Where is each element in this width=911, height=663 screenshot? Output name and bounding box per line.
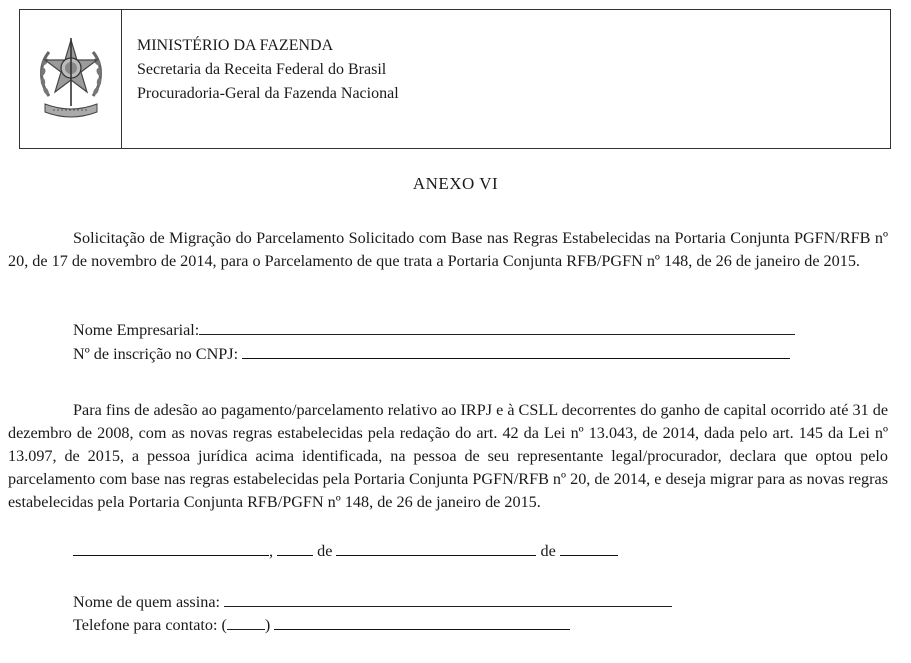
signer-label: Nome de quem assina:	[73, 593, 220, 611]
phone-paren-open: (	[221, 616, 227, 634]
company-name-label: Nome Empresarial:	[73, 321, 200, 339]
phone-number-blank[interactable]	[274, 615, 570, 630]
cnpj-blank[interactable]	[242, 344, 790, 359]
phone-paren-close: )	[264, 616, 271, 634]
signer-field	[73, 592, 672, 612]
ministry-name: MINISTÉRIO DA FAZENDA	[137, 37, 334, 54]
intro-paragraph: Solicitação de Migração do Parcelamento Solicitado com Base nas Regras Estabelecidas na Portaria Conjunta PGFN/RFB nº 20, de 17 de novembro de 2014, para o Parcelamento de que trata a Portaria Conjunta RFB/PGFN nº 148, de 26 de janeiro de 2015.	[8, 229, 888, 270]
company-name-field	[73, 320, 795, 340]
secretariat-name: Secretaria da Receita Federal do Brasil	[137, 61, 387, 78]
crest-cell	[20, 10, 122, 148]
cnpj-label: Nº de inscrição no CNPJ:	[73, 345, 239, 363]
area-code-blank[interactable]	[227, 615, 265, 630]
month-blank[interactable]	[336, 541, 536, 556]
signer-blank[interactable]	[224, 592, 672, 607]
city-blank[interactable]	[73, 541, 269, 556]
phone-label: Telefone para contato:	[73, 616, 218, 634]
cnpj-field	[73, 344, 790, 364]
brazil-coat-of-arms-icon	[35, 34, 107, 124]
header-box	[19, 9, 891, 149]
annex-title: ANEXO VI	[412, 174, 499, 193]
date-de-1: de	[317, 542, 333, 560]
phone-field	[73, 615, 570, 635]
declaration-paragraph: Para fins de adesão ao pagamento/parcelamento relativo ao IRPJ e à CSLL decorrentes do ganho de capital ocorrido até 31 de dezembro de 2008, com as novas regras estabelecidas pela redação do art. 42 da Lei nº 13.043, de 2014, dada pelo art. 145 da Lei nº 13.097, de 2015, a pessoa jurídica acima identificada, na pessoa de seu representante legal/procurador, declara que optou pelo parcelamento com base nas regras estabelecidas pela Portaria Conjunta PGFN/RFB nº 20, de 2014, e deseja migrar para as novas regras estabelecidas pela Portaria Conjunta RFB/PGFN nº 148, de 26 de janeiro de 2015.	[8, 401, 888, 511]
attorney-office-name: Procuradoria-Geral da Fazenda Nacional	[137, 85, 399, 102]
year-blank[interactable]	[560, 541, 618, 556]
date-line	[73, 541, 618, 561]
date-de-2: de	[540, 542, 556, 560]
header-lines	[137, 34, 399, 106]
day-blank[interactable]	[277, 541, 313, 556]
date-comma: ,	[269, 542, 274, 560]
company-name-blank[interactable]	[199, 320, 795, 335]
